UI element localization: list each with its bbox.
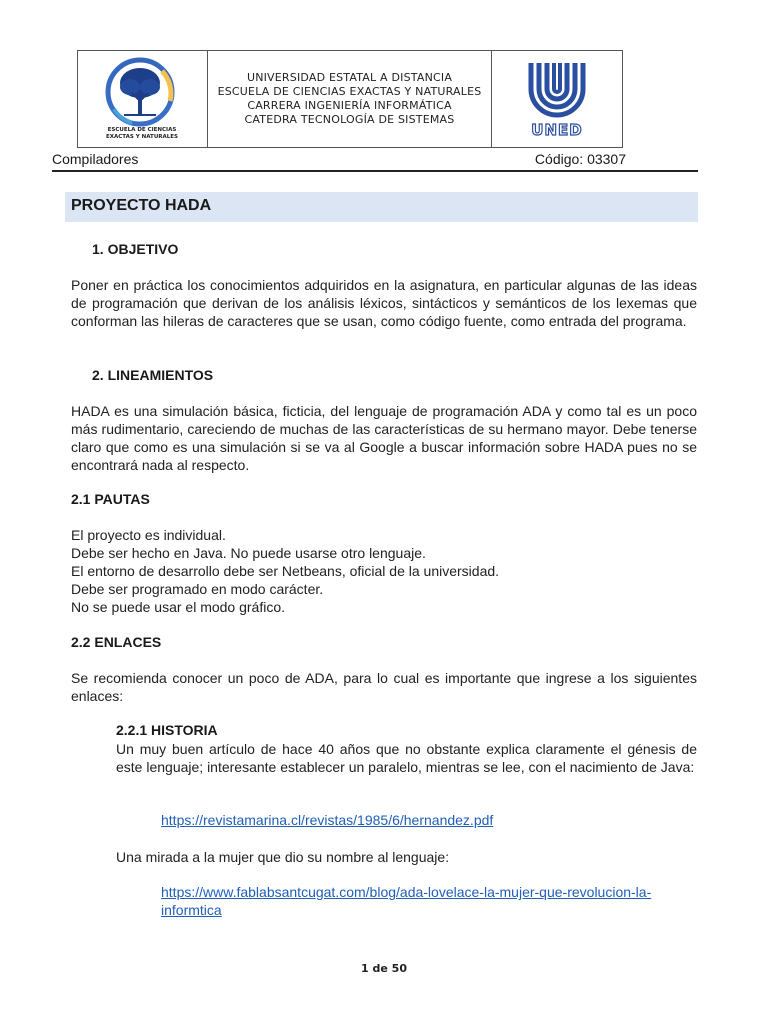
section-heading-historia: 2.2.1 HISTORIA [116,722,218,738]
project-title-bar [65,192,698,222]
institution-line: ESCUELA DE CIENCIAS EXACTAS Y NATURALES [217,85,482,98]
institution-line: CARRERA INGENIERÍA INFORMÁTICA [247,99,452,112]
section-heading-enlaces: 2.2 ENLACES [71,634,162,650]
list-item: Debe ser hecho en Java. No puede usarse otro lenguaje. [71,545,426,561]
list-item: Debe ser programado en modo carácter. [71,581,324,597]
pautas-list [71,526,499,616]
mirada-text: Una mirada a la mujer que dio su nombre al lenguaje: [116,849,450,865]
uned-logo-cell [492,51,622,147]
school-tree-logo-icon [102,57,178,127]
document-header-table [77,50,623,148]
lineamientos-paragraph: HADA es una simulación básica, ficticia, del lenguaje de programación ADA y como tal es un poco más rudimentario, careciendo de muchas de las características de su hermano mayor. Debe tenerse claro que como es una simulación si se va al Google a buscar información sobre HADA pues no se encontrará nada al respecto. [71,403,697,473]
uned-wordmark: UNED [531,121,583,139]
list-item: El entorno de desarrollo debe ser Netbeans, oficial de la universidad. [71,563,500,579]
school-logo-caption: ESCUELA DE CIENCIAS EXACTAS Y NATURALES [105,127,178,140]
fablab-link-line1[interactable]: https://www.fablabsantcugat.com/blog/ada-lovelace-la-mujer-que-revolucion-la- [161,884,652,900]
page-number: 1 de 50 [361,962,407,975]
institution-line: UNIVERSIDAD ESTATAL A DISTANCIA [246,71,453,84]
list-item: El proyecto es individual. [71,527,226,543]
institution-line: CATEDRA TECNOLOGÍA DE SISTEMAS [244,113,455,126]
enlaces-paragraph: Se recomienda conocer un poco de ADA, para lo cual es importante que ingrese a los siguientes enlaces: [71,670,697,704]
revistamarina-link[interactable]: https://revistamarina.cl/revistas/1985/6/hernandez.pdf [161,812,494,828]
fablab-link-line2[interactable]: informtica [161,902,222,918]
objetivo-paragraph: Poner en práctica los conocimientos adquiridos en la asignatura, en particular algunas de las ideas de programación que derivan de los análisis léxicos, sintácticos y semánticos de los lexemas que conforman las hileras de caracteres que se usan, como código fuente, como entrada del programa. [71,277,697,329]
section-heading-lineamientos: 2. LINEAMIENTOS [92,367,214,383]
school-logo-cell [78,51,208,147]
section-heading-objetivo: 1. OBJETIVO [92,241,179,257]
institution-cell [208,51,492,147]
course-name: Compiladores [52,151,139,167]
list-item: No se puede usar el modo gráfico. [71,599,286,615]
uned-concentric-u-icon [527,59,587,119]
institution-lines [218,71,482,127]
section-heading-pautas: 2.1 PAUTAS [71,491,150,507]
header-divider [52,170,698,172]
uned-logo [527,59,587,139]
project-title: PROYECTO HADA [71,197,212,214]
historia-paragraph: Un muy buen artículo de hace 40 años que no obstante explica claramente el génesis de este lenguaje; interesante establecer un paralelo, mientras se lee, con el nacimiento de Java: [116,741,697,775]
course-code: Código: 03307 [534,151,626,167]
